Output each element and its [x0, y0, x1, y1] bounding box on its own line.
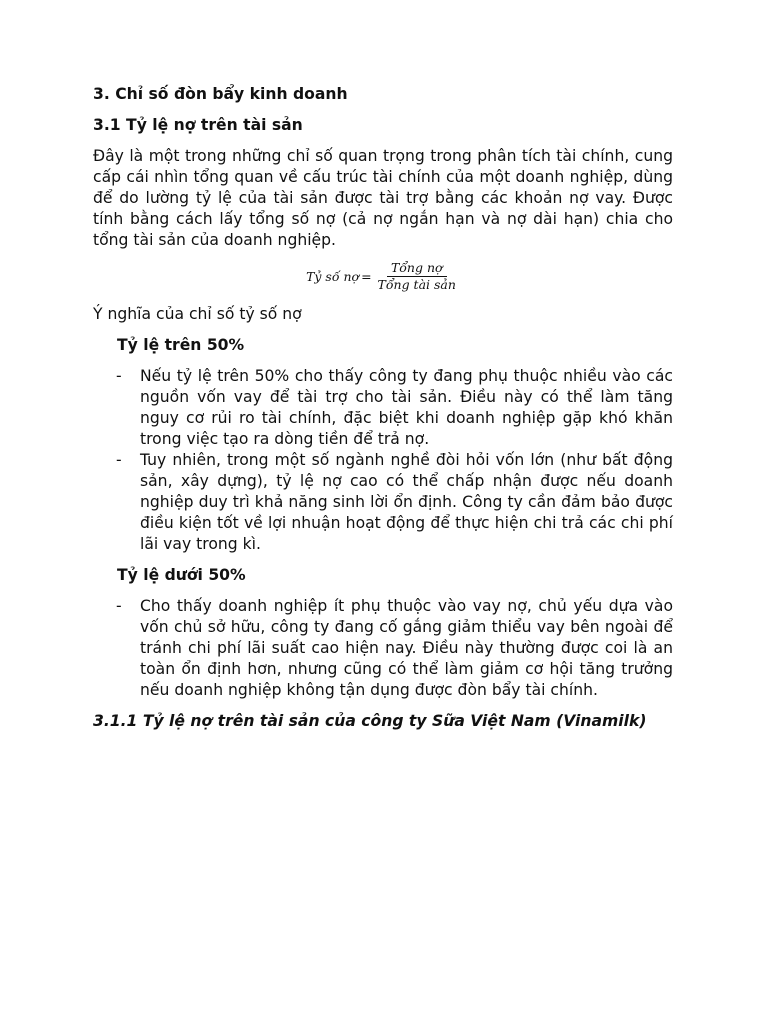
list-item [93, 366, 673, 450]
list-item-text: Tuy nhiên, trong một số ngành nghề đòi hỏi vốn lớn (như bất động sản, xây dựng), tỷ lệ nợ cao có thể chấp nhận được nếu doanh nghiệp duy trì khả năng sinh lời ổn định. Công ty cần đảm bảo được điều kiện tốt về lợi nhuận hoạt động để thực hiện chi trả các chi phí lãi vay trong kì. [140, 451, 673, 553]
below-50-list [93, 596, 673, 701]
formula-equals: = [361, 268, 372, 284]
section-heading: 3. Chỉ số đòn bẩy kinh doanh [93, 85, 348, 103]
list-item [93, 596, 673, 701]
formula-fraction [374, 261, 460, 292]
subsection-heading: 3.1 Tỷ lệ nợ trên tài sản [93, 116, 303, 134]
formula-lhs: Tỷ số nợ [306, 268, 360, 284]
sub-subsection-heading: 3.1.1 Tỷ lệ nợ trên tài sản của công ty Sữa Việt Nam (Vinamilk) [93, 712, 647, 730]
intro-paragraph: Đây là một trong những chỉ số quan trọng trong phân tích tài chính, cung cấp cái nhìn tổng quan về cấu trúc tài chính của một doanh nghiệp, dùng để do lường tỷ lệ của tài sản được tài trợ bằng các khoản nợ vay. Được tính bằng cách lấy tổng số nợ (cả nợ ngắn hạn và nợ dài hạn) chia cho tổng tài sản của doanh nghiệp. [93, 147, 673, 249]
list-item [93, 450, 673, 555]
below-50-heading: Tỷ lệ dưới 50% [117, 566, 246, 584]
meaning-label: Ý nghĩa của chỉ số tỷ số nợ [93, 305, 302, 323]
document-page [93, 84, 673, 732]
list-item-text: Nếu tỷ lệ trên 50% cho thấy công ty đang phụ thuộc nhiều vào các nguồn vốn vay để tài trợ cho tài sản. Điều này có thể làm tăng nguy cơ rủi ro tài chính, đặc biệt khi doanh nghiệp gặp khó khăn trong việc tạo ra dòng tiền để trả nợ. [140, 367, 673, 448]
dash-bullet: - [116, 367, 122, 385]
debt-ratio-formula [93, 261, 673, 292]
above-50-list [93, 366, 673, 555]
list-item-text: Cho thấy doanh nghiệp ít phụ thuộc vào vay nợ, chủ yếu dựa vào vốn chủ sở hữu, công ty đang cố gắng giảm thiểu vay bên ngoài để tránh chi phí lãi suất cao hiện nay. Điều này thường được coi là an toàn ổn định hơn, nhưng cũng có thể làm giảm cơ hội tăng trưởng nếu doanh nghiệp không tận dụng được đòn bẩy tài chính. [140, 597, 673, 699]
dash-bullet: - [116, 597, 122, 615]
dash-bullet: - [116, 451, 122, 469]
formula-numerator: Tổng nợ [387, 261, 447, 277]
above-50-heading: Tỷ lệ trên 50% [117, 336, 245, 354]
formula-denominator: Tổng tài sản [377, 277, 456, 292]
